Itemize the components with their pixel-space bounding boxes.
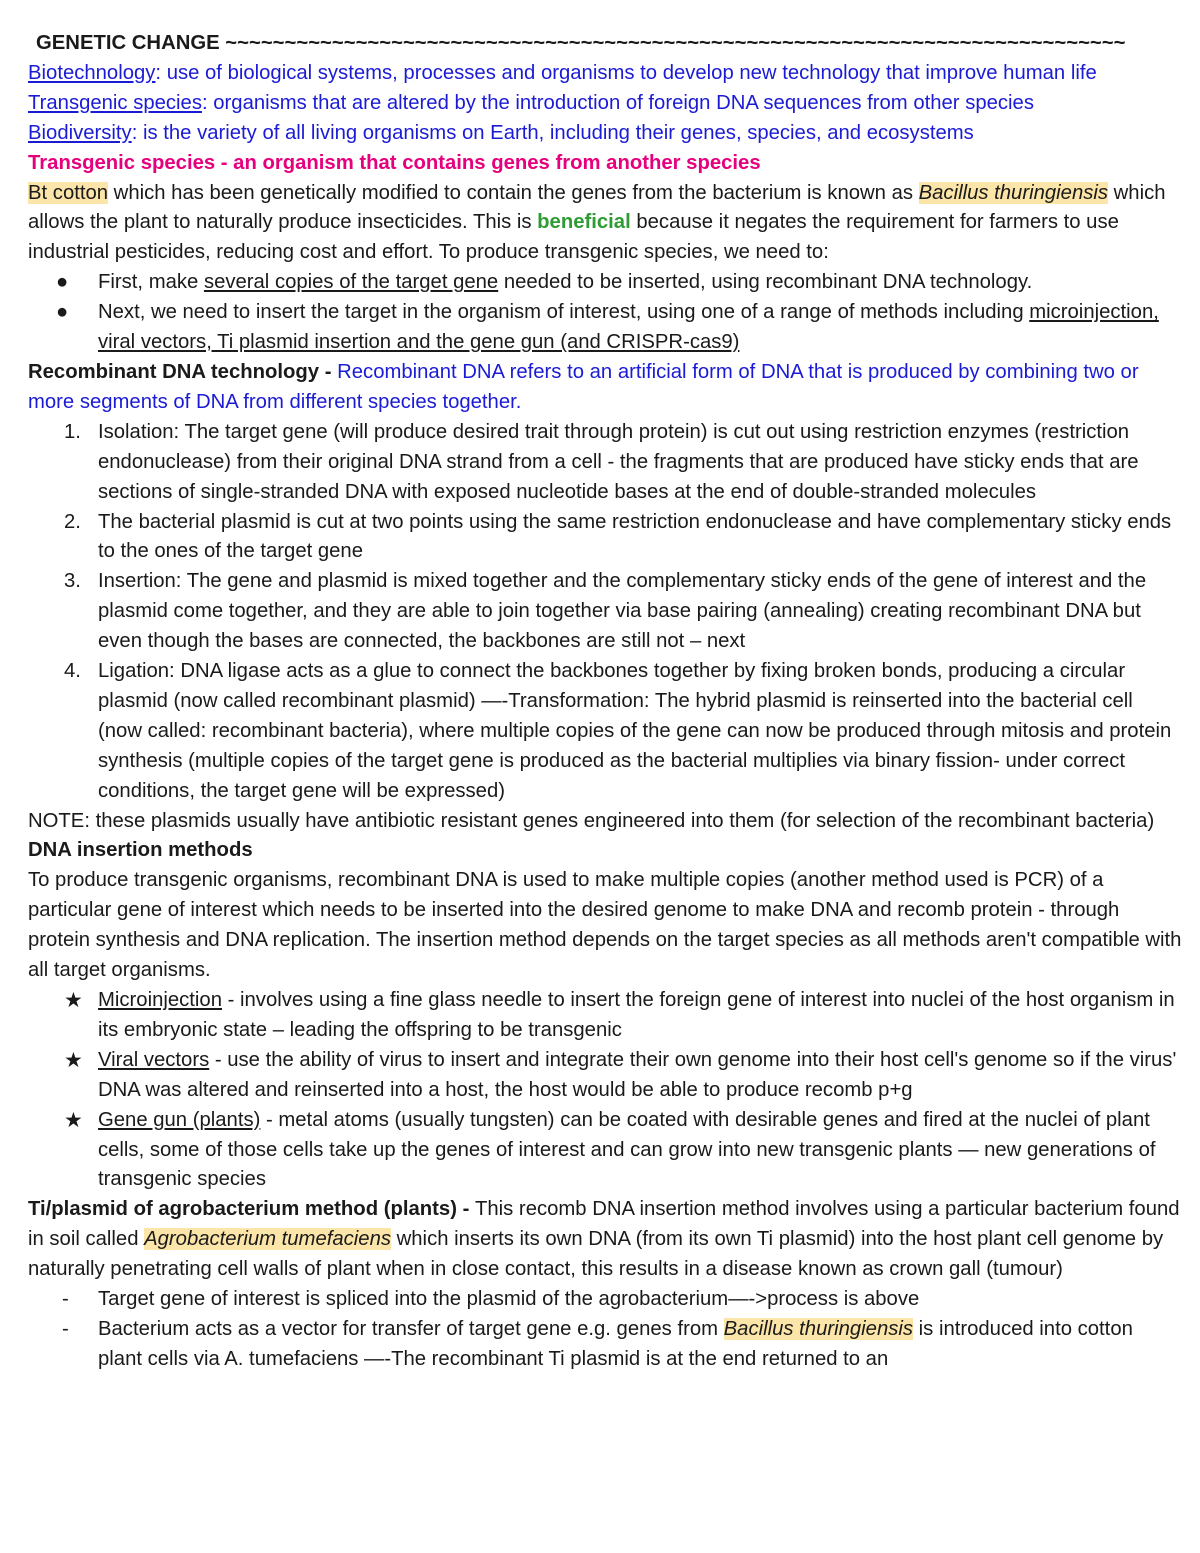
- highlight-bacillus: Bacillus thuringiensis: [918, 181, 1109, 204]
- list-text: needed to be inserted, using recombinant DNA technology.: [498, 271, 1033, 294]
- list-item: [28, 1106, 1182, 1196]
- insertion-intro: To produce transgenic organisms, recombinant DNA is used to make multiple copies (another method used is PCR) of a particular gene of interest which needs to be inserted into the desired genome to make DNA and recomb protein - through protein synthesis and DNA replication. The insertion method depends on the target species as all methods aren't compatible with all target organisms.: [28, 869, 1182, 982]
- bt-cotton-paragraph: [28, 179, 1182, 269]
- page-title: GENETIC CHANGE ~~~~~~~~~~~~~~~~~~~~~~~~~~~~~~~~~~~~~~~~~~~~~~~~~~~~~~~~~~~~~~~~~~~~~~~~~~~~: [36, 32, 1126, 54]
- star-icon: ★: [64, 1048, 83, 1072]
- paragraph-text: which has been genetically modified to contain the genes from the bacterium is known as: [108, 181, 919, 204]
- ti-plasmid-paragraph: [28, 1195, 1182, 1285]
- dash-marker: -: [62, 1288, 69, 1311]
- star-icon: ★: [64, 989, 83, 1012]
- list-text: The bacterial plasmid is cut at two points using the same restriction endonuclease and have complementary sticky ends to the ones of the target gene: [98, 510, 1172, 563]
- recombinant-steps-list: [28, 418, 1182, 807]
- note-paragraph: NOTE: these plasmids usually have antibiotic resistant genes engineered into them (for selection of the recombinant bacteria): [28, 809, 1155, 832]
- list-item: [28, 657, 1182, 807]
- number-marker: 4.: [64, 660, 81, 683]
- paragraph-text: This recomb DNA insertion method involves using a particular bacterium found in soil called: [28, 1198, 1180, 1251]
- recombinant-definition: Recombinant DNA refers to an artificial form of DNA that is produced by combining two or more segments of DNA from different species together.: [28, 360, 1139, 413]
- list-item: [28, 1315, 1182, 1375]
- highlight-bacillus: Bacillus thuringiensis: [723, 1317, 914, 1340]
- definition-transgenic-species: [28, 89, 1182, 119]
- underlined-text: several copies of the target gene: [203, 271, 499, 294]
- definition-term: Biotechnology: [28, 61, 156, 84]
- recombinant-paragraph: [28, 358, 1182, 418]
- paragraph-text: which inserts its own DNA (from its own Ti plasmid) into the host plant cell genome by naturally penetrating cell walls of plant when in close contact, this results in a disease known as crown gall (tumour): [28, 1228, 1164, 1281]
- paragraph-text: which allows the plant to naturally produce insecticides. This is: [28, 181, 1166, 234]
- ti-points-list: [28, 1285, 1182, 1375]
- definition-text: : use of biological systems, processes and organisms to develop new technology that improve human life: [155, 61, 1097, 84]
- method-name: Viral vectors: [98, 1048, 210, 1071]
- method-name: Gene gun (plants): [98, 1108, 261, 1131]
- dash-marker: -: [62, 1317, 69, 1340]
- highlight-bt-cotton: Bt cotton: [28, 181, 109, 204]
- definition-biodiversity: [28, 119, 1182, 149]
- list-text: Insertion: The gene and plasmid is mixed together and the complementary sticky ends of the gene of interest and the plasmid come together, and they are able to join together via base pairing (annealing) creating recombinant DNA but even though the bases are connected, the backbones are still not – next: [98, 570, 1147, 653]
- list-item: [28, 986, 1182, 1046]
- bullet-marker: ●: [56, 271, 69, 294]
- list-text: Isolation: The target gene (will produce desired trait through protein) is cut out using restriction enzymes (restriction endonuclease) from their original DNA strand from a cell - the fragments that are produced have sticky ends that are sections of single-stranded DNA with exposed nucleotide bases at the end of double-stranded molecules: [98, 420, 1139, 503]
- paragraph-text: because it negates the requirement for farmers to use industrial pesticides, reducing cost and effort. To produce transgenic species, we need to:: [28, 211, 1119, 264]
- transgenic-heading: Transgenic species - an organism that contains genes from another species: [28, 151, 761, 174]
- definition-term: Biodiversity: [28, 121, 132, 144]
- list-text: - involves using a fine glass needle to insert the foreign gene of interest into nuclei of the host organism in its embryonic state – leading the offspring to be transgenic: [98, 989, 1175, 1041]
- list-item: [28, 567, 1182, 657]
- number-marker: 1.: [64, 420, 81, 443]
- definition-text: : organisms that are altered by the introduction of foreign DNA sequences from other species: [201, 91, 1034, 114]
- list-text: Next, we need to insert the target in the organism of interest, using one of a range of methods including: [98, 301, 1030, 324]
- steps-list: [28, 268, 1182, 358]
- recombinant-heading: Recombinant DNA technology -: [28, 360, 338, 383]
- beneficial-keyword: beneficial: [537, 211, 631, 234]
- definition-text: : is the variety of all living organisms on Earth, including their genes, species, and ecosystems: [131, 121, 974, 144]
- list-item: [28, 1285, 1182, 1315]
- bullet-marker: ●: [56, 301, 69, 324]
- list-text: is introduced into cotton plant cells via A. tumefaciens —-The recombinant Ti plasmid is at the end returned to an: [98, 1317, 1133, 1370]
- list-item: [28, 1046, 1182, 1106]
- list-text: Ligation: DNA ligase acts as a glue to connect the backbones together by fixing broken bonds, producing a circular plasmid (now called recombinant plasmid) —-Transformation: The hybrid plasmid is reinserted into the bacterial cell (now called: recombinant bacteria), where multiple copies of the gene can now be produced through mitosis and protein synthesis (multiple copies of the target gene is produced as the bacterial multiplies via binary fission- under correct conditions, the target gene will be expressed): [98, 660, 1172, 802]
- list-item: [28, 418, 1182, 508]
- list-item: [28, 508, 1182, 568]
- insertion-heading: DNA insertion methods: [28, 839, 253, 862]
- underlined-text: microinjection, viral vectors, Ti plasmid insertion and the gene gun (and CRISPR-cas9): [98, 301, 1159, 354]
- list-item: [28, 268, 1182, 298]
- list-text: First, make: [98, 271, 204, 294]
- list-item: [28, 298, 1182, 358]
- star-icon: ★: [64, 1108, 83, 1132]
- highlight-agrobacterium: Agrobacterium tumefaciens: [144, 1228, 391, 1251]
- list-text: Bacterium acts as a vector for transfer of target gene e.g. genes from: [98, 1317, 724, 1340]
- list-text: - use the ability of virus to insert and integrate their own genome into their host cell's genome so if the virus' DNA was altered and reinserted into a host, the host would be able to produce recomb p+g: [98, 1048, 1177, 1101]
- definition-biotechnology: [28, 59, 1182, 89]
- method-name: Microinjection: [98, 989, 222, 1011]
- list-text: - metal atoms (usually tungsten) can be coated with desirable genes and fired at the nuclei of plant cells, some of those cells take up the genes of interest and can grow into new transgenic plants — new generations of transgenic species: [98, 1108, 1156, 1191]
- definition-term: Transgenic species: [28, 91, 202, 114]
- ti-plasmid-heading: Ti/plasmid of agrobacterium method (plants) -: [28, 1198, 475, 1221]
- list-text: Target gene of interest is spliced into the plasmid of the agrobacterium—->process is above: [98, 1288, 920, 1311]
- insertion-methods-list: [28, 986, 1182, 1195]
- number-marker: 3.: [64, 570, 81, 593]
- number-marker: 2.: [64, 510, 81, 533]
